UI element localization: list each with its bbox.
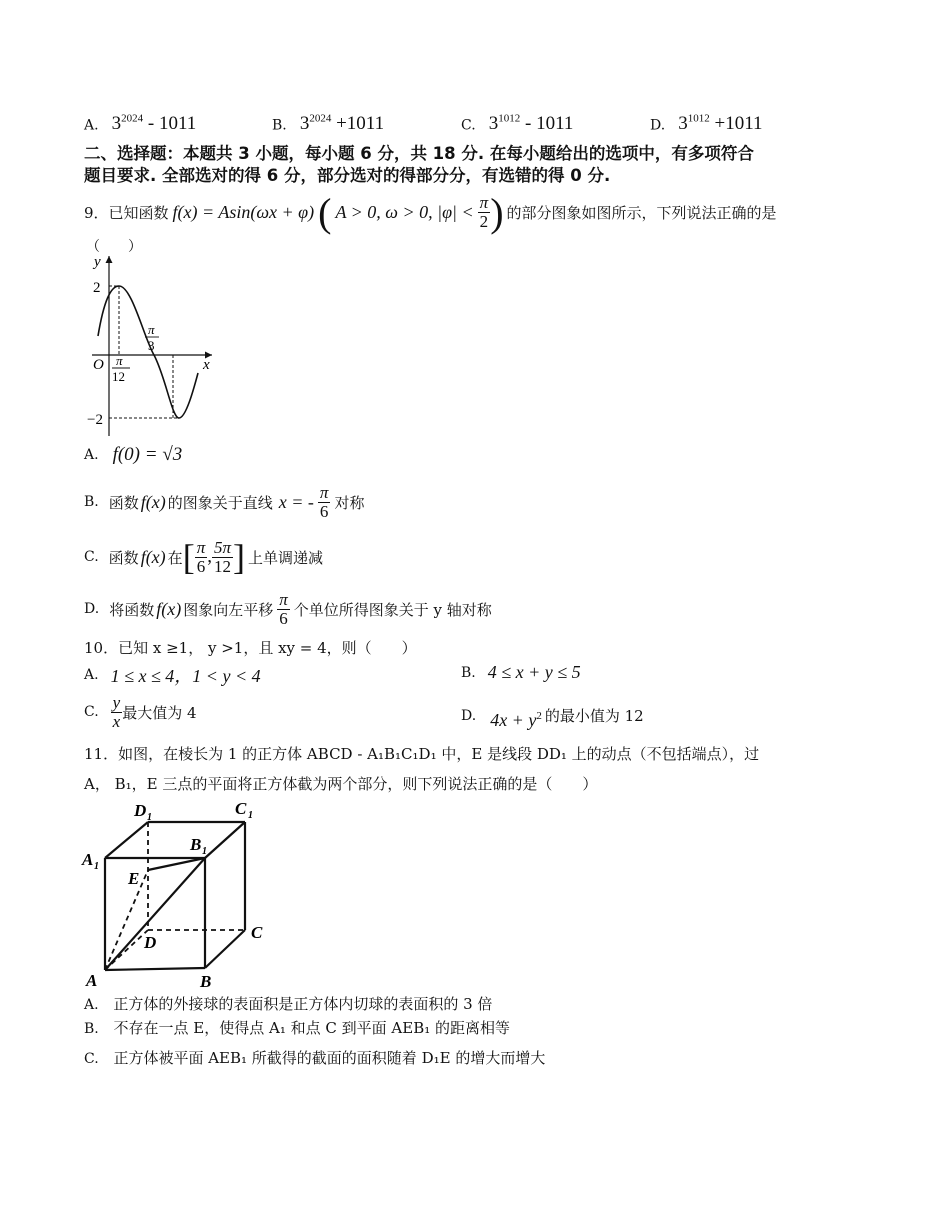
frac-num: 5π	[213, 537, 231, 557]
pi12-den: 12	[112, 369, 125, 384]
cube-figure	[80, 798, 280, 993]
sub: 1	[94, 861, 99, 872]
option-exp: 2	[536, 710, 542, 722]
pi3-den: 3	[148, 338, 155, 353]
option-letter: B.	[84, 1021, 99, 1037]
option-letter: C.	[84, 704, 99, 720]
q9-option-b	[84, 480, 364, 524]
option-post: 个单位所得图象关于 y 轴对称	[293, 600, 492, 619]
x-label: x	[203, 357, 210, 373]
q10-option-d	[461, 700, 644, 731]
label-E: E	[128, 869, 140, 888]
option-letter: C.	[461, 117, 476, 134]
expr-rest: - 1011	[143, 113, 197, 135]
y-max-label: 2	[93, 280, 101, 296]
sub: 1	[202, 846, 207, 857]
sub: 1	[248, 810, 253, 821]
option-func: f(x)	[140, 546, 166, 567]
frac-num: π	[479, 192, 489, 212]
frac-num: π	[319, 482, 329, 502]
option-letter: A.	[84, 667, 99, 683]
answer-paren: （ ）	[86, 239, 142, 255]
option-pre: 函数	[108, 493, 139, 512]
label-D1: D	[134, 801, 147, 820]
option-pre: 将函数	[109, 600, 155, 619]
q9-option-c: C. 函数 f(x) 在 [ $\frac{\pi}{6}$ , $\frac{5\pi}{12}$ ] 上单调递减	[84, 537, 324, 577]
q11-option-a	[84, 993, 492, 1014]
option-mid: 的图象关于直线	[167, 493, 273, 512]
expr-base: 3	[678, 113, 688, 135]
option-eq: x = -	[278, 491, 314, 512]
origin-label: O	[93, 357, 104, 373]
right-paren: )	[490, 189, 504, 235]
q11-option-b	[84, 1017, 510, 1038]
expr-exponent: 2024	[121, 113, 144, 125]
option-letter: C.	[84, 1051, 99, 1067]
expr-base: 3	[111, 113, 122, 135]
q10-option-c	[84, 690, 197, 734]
q8-option-a	[84, 113, 196, 135]
q11-stem-line1: 11．如图，在棱长为 1 的正方体 ABCD - A₁B₁C₁D₁ 中，E 是线段 DD₁ 上的动点（不包括端点），过	[84, 745, 760, 763]
q11-stem-line2: A， B₁，E 三点的平面将正方体截为两个部分，则下列说法正确的是（ ）	[84, 775, 598, 793]
sub: 1	[147, 812, 152, 823]
option-letter: A.	[84, 117, 99, 134]
option-func: f(x)	[140, 491, 166, 512]
q10-option-b	[461, 662, 581, 683]
option-letter: D.	[461, 707, 477, 724]
option-letter: A.	[84, 997, 99, 1013]
q8-option-d	[650, 113, 763, 135]
q8-option-b	[272, 113, 384, 135]
frac-num: y	[112, 692, 121, 712]
q9-function: f(x) = Asin(ωx + φ)	[172, 201, 315, 222]
option-letter: A.	[84, 447, 99, 463]
option-expr: f(0) = √3	[112, 444, 183, 465]
frac-num: π	[196, 537, 206, 557]
q9-condition: A > 0, ω > 0, |φ| <	[335, 201, 474, 222]
option-text: 正方体被平面 AEB₁ 所截得的截面的面积随着 D₁E 的增大而增大	[113, 1049, 546, 1067]
option-post: 对称	[334, 493, 365, 512]
label-A: A	[86, 971, 98, 990]
expr-rest: +1011	[709, 113, 763, 135]
option-post: 上单调递减	[248, 548, 324, 567]
label-A1: A	[82, 850, 94, 869]
option-post: 最大值为 4	[122, 703, 197, 722]
option-post: 的最小值为 12	[544, 707, 644, 725]
expr-exponent: 2024	[309, 113, 332, 125]
option-letter: D.	[650, 117, 666, 134]
option-pre: 函数	[108, 548, 139, 567]
expr-base: 3	[488, 113, 499, 135]
expr-rest: +1011	[331, 113, 385, 135]
pi12-num: π	[116, 353, 123, 368]
frac-num: π	[279, 589, 288, 609]
frac-den: 12	[213, 556, 231, 576]
section-heading-line2: 题目要求. 全部选对的得 6 分，部分选对的得部分分，有选错的得 0 分.	[84, 166, 611, 185]
option-expr: 4x + y	[490, 710, 537, 730]
option-letter: D.	[84, 601, 100, 617]
frac-den: 2	[479, 211, 489, 231]
option-letter: B.	[461, 664, 476, 681]
frac-den: 6	[279, 608, 288, 628]
option-mid: 在	[167, 548, 183, 567]
label-C: C	[251, 923, 263, 942]
left-paren: (	[318, 189, 332, 235]
q11-option-c	[84, 1047, 545, 1068]
expr-rest: - 1011	[520, 113, 574, 135]
expr-exponent: 1012	[687, 113, 710, 125]
frac-den: x	[112, 711, 121, 731]
q9-option-a	[84, 444, 182, 466]
expr-exponent: 1012	[498, 113, 521, 125]
option-letter: B.	[272, 117, 287, 134]
q9-suffix: 的部分图象如图所示，下列说法正确的是	[506, 203, 777, 222]
option-mid: 图象向左平移	[183, 600, 274, 619]
q9-prefix: 9．已知函数	[84, 203, 169, 222]
expr-base: 3	[299, 113, 310, 135]
option-letter: B.	[84, 494, 99, 510]
frac-den: 6	[196, 556, 206, 576]
option-expr: 1 ≤ x ≤ 4，1 < y < 4	[110, 666, 261, 686]
section-heading-line1: 二、选择题：本题共 3 小题，每小题 6 分，共 18 分. 在每小题给出的选项中，有多项符合	[84, 144, 754, 163]
label-C1: C	[235, 799, 247, 818]
y-label: y	[94, 254, 101, 270]
option-text: 正方体的外接球的表面积是正方体内切球的表面积的 3 倍	[113, 995, 493, 1013]
sine-graph	[84, 248, 224, 438]
option-expr: 4 ≤ x + y ≤ 5	[487, 662, 581, 682]
y-min-label: −2	[87, 412, 103, 428]
frac-den: 6	[319, 501, 329, 521]
label-B1: B	[190, 835, 202, 854]
pi3-num: π	[148, 322, 155, 337]
label-B: B	[200, 972, 212, 991]
q9-stem	[84, 189, 777, 235]
q10-option-a	[84, 662, 261, 688]
option-text: 不存在一点 E，使得点 A₁ 和点 C 到平面 AEB₁ 的距离相等	[113, 1019, 511, 1037]
q10-stem: 10．已知 x ≥1， y >1，且 xy = 4，则（ ）	[84, 639, 417, 657]
q8-option-c	[461, 113, 573, 135]
option-func: f(x)	[156, 598, 182, 619]
option-letter: C.	[84, 549, 99, 565]
q9-option-d	[84, 588, 492, 630]
label-D: D	[144, 933, 157, 952]
